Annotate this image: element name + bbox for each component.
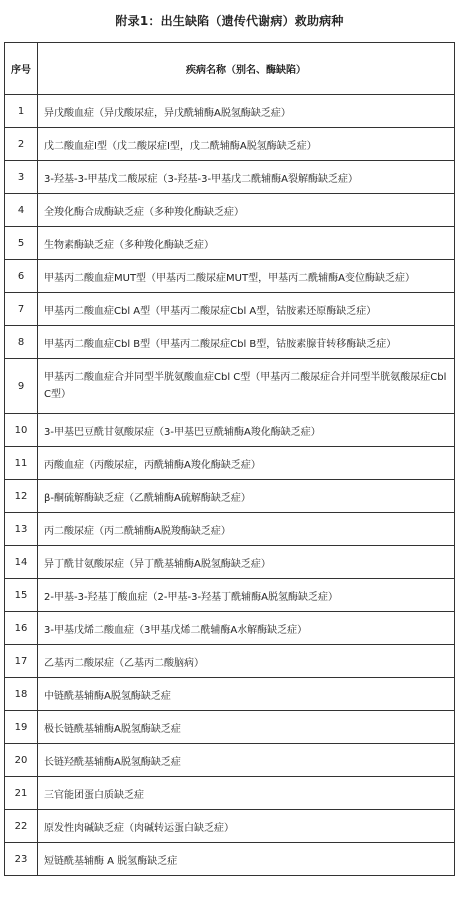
disease-name: 甲基丙二酸血症Cbl A型（甲基丙二酸尿症Cbl A型，钴胺素还原酶缺乏症）	[38, 293, 455, 326]
table-row	[5, 128, 455, 161]
table-row	[5, 546, 455, 579]
table-row	[5, 480, 455, 513]
table-row	[5, 447, 455, 480]
disease-name: 三官能团蛋白质缺乏症	[38, 777, 455, 810]
disease-name: 甲基丙二酸血症MUT型（甲基丙二酸尿症MUT型，甲基丙二酰辅酶A变位酶缺乏症）	[38, 260, 455, 293]
row-number: 17	[5, 645, 38, 678]
row-number: 15	[5, 579, 38, 612]
disease-name: β-酮硫解酶缺乏症（乙酰辅酶A硫解酶缺乏症）	[38, 480, 455, 513]
table-row	[5, 645, 455, 678]
disease-name: 中链酰基辅酶A脱氢酶缺乏症	[38, 678, 455, 711]
table-row	[5, 326, 455, 359]
row-number: 10	[5, 414, 38, 447]
disease-name: 3-甲基戊烯二酸血症（3甲基戊烯二酰辅酶A水解酶缺乏症）	[38, 612, 455, 645]
row-number: 1	[5, 95, 38, 128]
table-row	[5, 414, 455, 447]
row-number: 2	[5, 128, 38, 161]
row-number: 23	[5, 843, 38, 876]
disease-name: 戊二酸血症I型（戊二酸尿症I型，戊二酰辅酶A脱氢酶缺乏症）	[38, 128, 455, 161]
table-row	[5, 843, 455, 876]
table-row	[5, 744, 455, 777]
disease-name: 甲基丙二酸血症合并同型半胱氨酸血症Cbl C型（甲基丙二酸尿症合并同型半胱氨酸尿症Cbl C型）	[38, 359, 455, 414]
disease-name: 丙酸血症（丙酸尿症，丙酰辅酶A羧化酶缺乏症）	[38, 447, 455, 480]
header-disease-name: 疾病名称（别名、酶缺陷）	[38, 43, 455, 95]
row-number: 3	[5, 161, 38, 194]
table-row	[5, 95, 455, 128]
table-body	[5, 95, 455, 876]
disease-name: 生物素酶缺乏症（多种羧化酶缺乏症）	[38, 227, 455, 260]
table-row	[5, 777, 455, 810]
table-row	[5, 678, 455, 711]
row-number: 20	[5, 744, 38, 777]
row-number: 13	[5, 513, 38, 546]
page-title: 附录1：出生缺陷（遗传代谢病）救助病种	[115, 14, 344, 28]
disease-name: 短链酰基辅酶 A 脱氢酶缺乏症	[38, 843, 455, 876]
table-row	[5, 513, 455, 546]
disease-name: 长链羟酰基辅酶A脱氢酶缺乏症	[38, 744, 455, 777]
disease-name: 3-甲基巴豆酰甘氨酸尿症（3-甲基巴豆酰辅酶A羧化酶缺乏症）	[38, 414, 455, 447]
row-number: 6	[5, 260, 38, 293]
row-number: 16	[5, 612, 38, 645]
disease-name: 乙基丙二酸尿症（乙基丙二酸脑病）	[38, 645, 455, 678]
disease-name: 丙二酸尿症（丙二酰辅酶A脱羧酶缺乏症）	[38, 513, 455, 546]
table-row	[5, 161, 455, 194]
table-row	[5, 260, 455, 293]
table-row	[5, 579, 455, 612]
disease-name: 异戊酸血症（异戊酸尿症，异戊酰辅酶A脱氢酶缺乏症）	[38, 95, 455, 128]
row-number: 12	[5, 480, 38, 513]
disease-name: 异丁酰甘氨酸尿症（异丁酰基辅酶A脱氢酶缺乏症）	[38, 546, 455, 579]
row-number: 19	[5, 711, 38, 744]
row-number: 21	[5, 777, 38, 810]
header-seq: 序号	[5, 43, 38, 95]
disease-name: 极长链酰基辅酶A脱氢酶缺乏症	[38, 711, 455, 744]
row-number: 5	[5, 227, 38, 260]
table-row	[5, 227, 455, 260]
disease-name: 甲基丙二酸血症Cbl B型（甲基丙二酸尿症Cbl B型，钴胺素腺苷转移酶缺乏症）	[38, 326, 455, 359]
table-row	[5, 194, 455, 227]
row-number: 8	[5, 326, 38, 359]
disease-table	[4, 42, 455, 876]
row-number: 11	[5, 447, 38, 480]
row-number: 22	[5, 810, 38, 843]
row-number: 7	[5, 293, 38, 326]
disease-name: 3-羟基-3-甲基戊二酸尿症（3-羟基-3-甲基戊二酰辅酶A裂解酶缺乏症）	[38, 161, 455, 194]
disease-name: 2-甲基-3-羟基丁酸血症（2-甲基-3-羟基丁酰辅酶A脱氢酶缺乏症）	[38, 579, 455, 612]
disease-name: 原发性肉碱缺乏症（肉碱转运蛋白缺乏症）	[38, 810, 455, 843]
row-number: 14	[5, 546, 38, 579]
table-header-row	[5, 43, 455, 95]
table-row	[5, 359, 455, 414]
disease-name: 全羧化酶合成酶缺乏症（多种羧化酶缺乏症）	[38, 194, 455, 227]
row-number: 18	[5, 678, 38, 711]
row-number: 9	[5, 359, 38, 414]
table-row	[5, 810, 455, 843]
table-row	[5, 612, 455, 645]
table-row	[5, 711, 455, 744]
table-row	[5, 293, 455, 326]
row-number: 4	[5, 194, 38, 227]
